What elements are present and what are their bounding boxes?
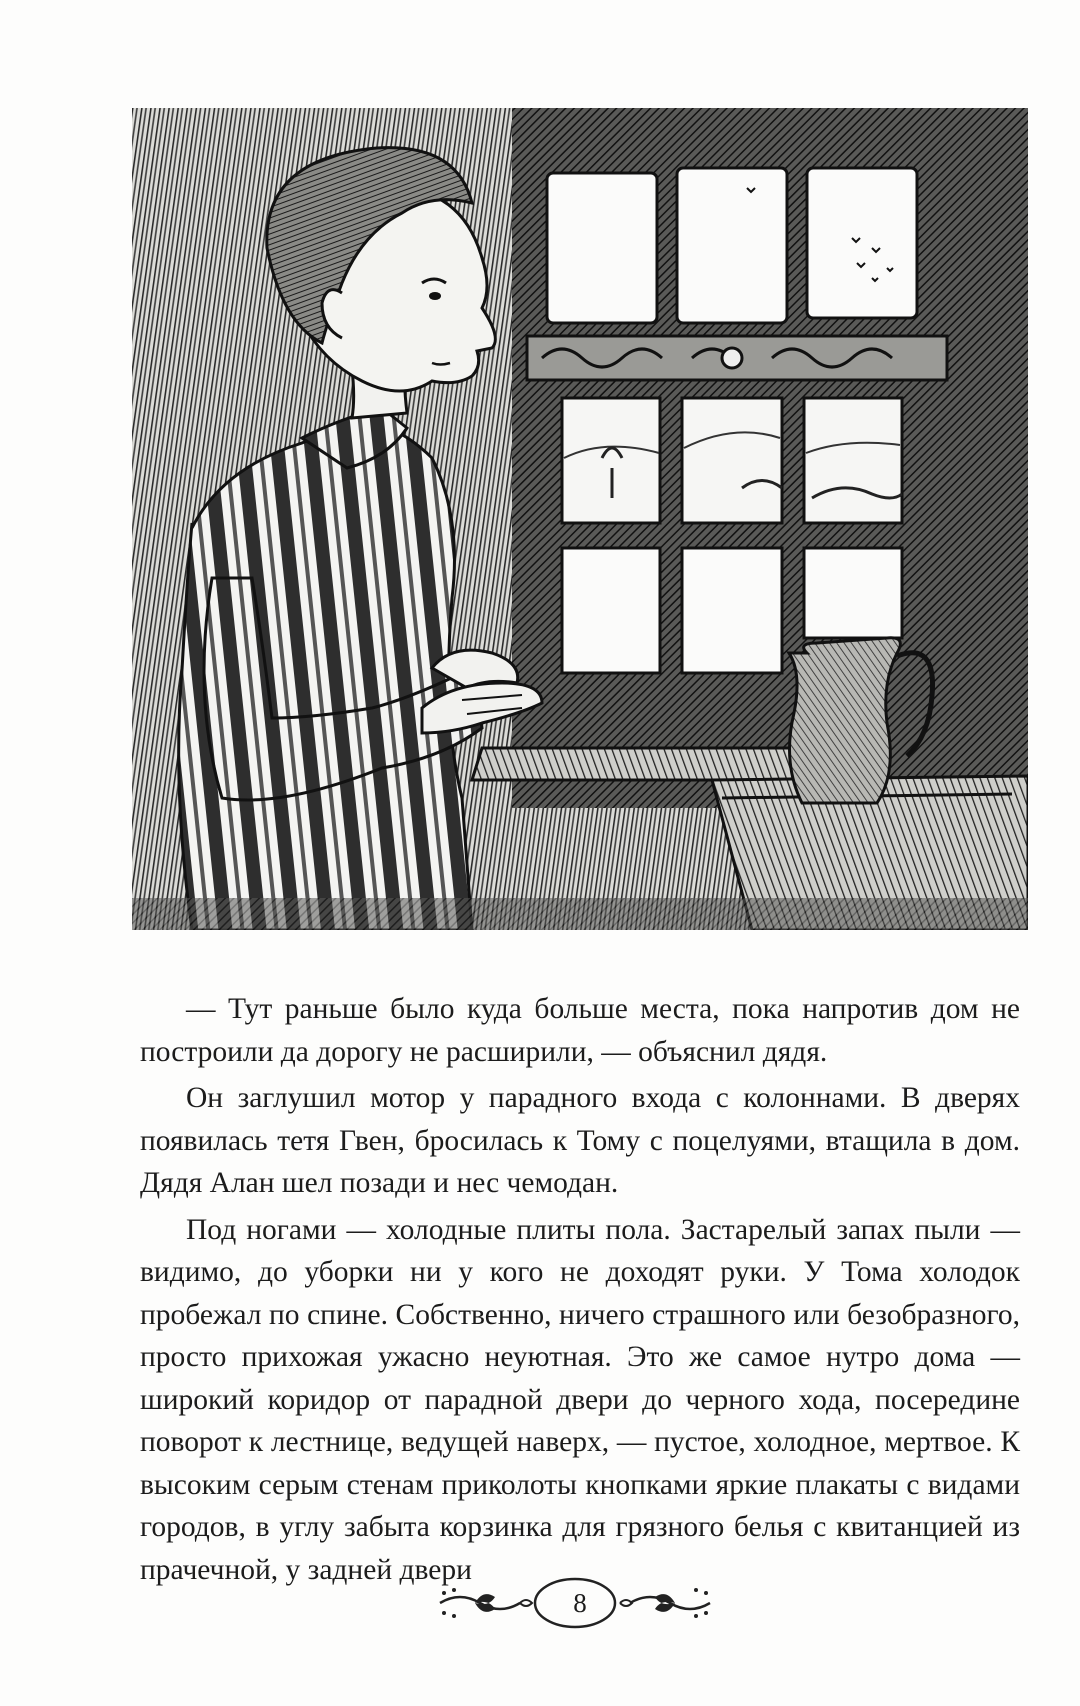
boy-at-window-illustration bbox=[132, 108, 1028, 930]
paragraph-1: — Тут раньше было куда больше места, пока напротив дом не построили да дорогу не расширили, — объяснил дядя. bbox=[140, 993, 1020, 1068]
page-footer bbox=[0, 1568, 1080, 1638]
page-text bbox=[140, 988, 1020, 1595]
paragraph-3: Под ногами — холодные плиты пола. Застарелый запах пыли — видимо, до уборки ни у кого не доходят руки. У Тома холодок пробежал по спине. Собственно, ничего страшного или безобразного, просто прихожая ужасно неуютная. Это же самое нутро дома — широкий коридор от парадной двери до черного хода, посередине поворот к лестнице, ведущей наверх, — пустое, холодное, мертвое. К высоким серым стенам приколоты кнопками яркие плакаты с видами городов, в углу забыта корзинка для грязного белья с квитанцией из прачечной, у задней двери bbox=[140, 1213, 1020, 1586]
page-number: 8 bbox=[573, 1588, 587, 1618]
illustration-drawing bbox=[132, 108, 1028, 930]
paragraph-2: Он заглушил мотор у парадного входа с колоннами. В дверях появилась тетя Гвен, бросилась к Тому с поцелуями, втащила в дом. Дядя Алан шел позади и нес чемодан. bbox=[140, 1082, 1020, 1199]
